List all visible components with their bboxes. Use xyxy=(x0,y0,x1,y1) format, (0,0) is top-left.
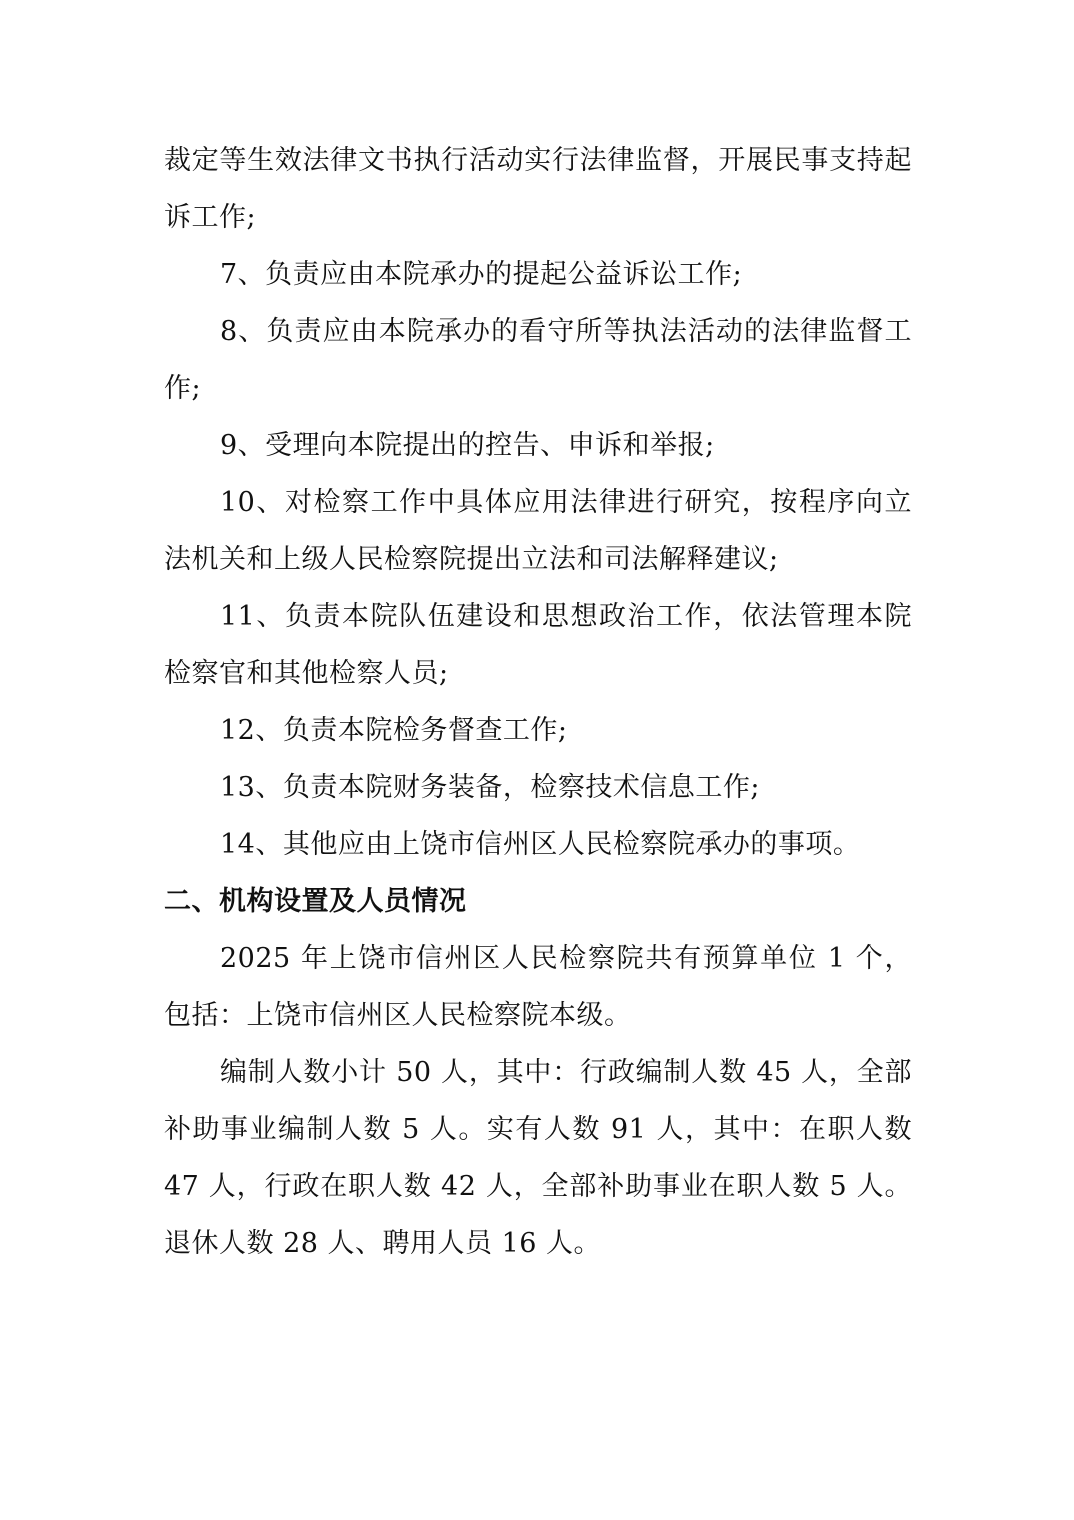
paragraph-budget-units: 2025 年上饶市信州区人民检察院共有预算单位 1 个，包括：上饶市信州区人民检察院本级。 xyxy=(164,943,912,1031)
paragraph-item-9: 9、受理向本院提出的控告、申诉和举报; xyxy=(220,430,715,461)
paragraph-item-10: 10、对检察工作中具体应用法律进行研究，按程序向立法机关和上级人民检察院提出立法和司法解释建议; xyxy=(164,487,912,575)
paragraph-staffing: 编制人数小计 50 人，其中：行政编制人数 45 人，全部补助事业编制人数 5 人。实有人数 91 人，其中：在职人数 47 人，行政在职人数 42 人，全部补助事业在职人数 5 人。退休人数 28 人、聘用人员 16 人。 xyxy=(164,1057,912,1259)
paragraph-item-7: 7、负责应由本院承办的提起公益诉讼工作; xyxy=(220,259,743,290)
paragraph-item-8: 8、负责应由本院承办的看守所等执法活动的法律监督工作; xyxy=(164,316,912,404)
paragraph-item-11: 11、负责本院队伍建设和思想政治工作，依法管理本院检察官和其他检察人员; xyxy=(164,601,912,689)
paragraph-continuation: 裁定等生效法律文书执行活动实行法律监督，开展民事支持起诉工作; xyxy=(164,145,912,233)
document-body xyxy=(164,132,912,1272)
section-heading: 二、机构设置及人员情况 xyxy=(164,886,467,917)
paragraph-item-12: 12、负责本院检务督查工作; xyxy=(220,715,568,746)
paragraph-item-13: 13、负责本院财务装备，检察技术信息工作; xyxy=(220,772,760,803)
paragraph-item-14: 14、其他应由上饶市信州区人民检察院承办的事项。 xyxy=(220,829,861,860)
